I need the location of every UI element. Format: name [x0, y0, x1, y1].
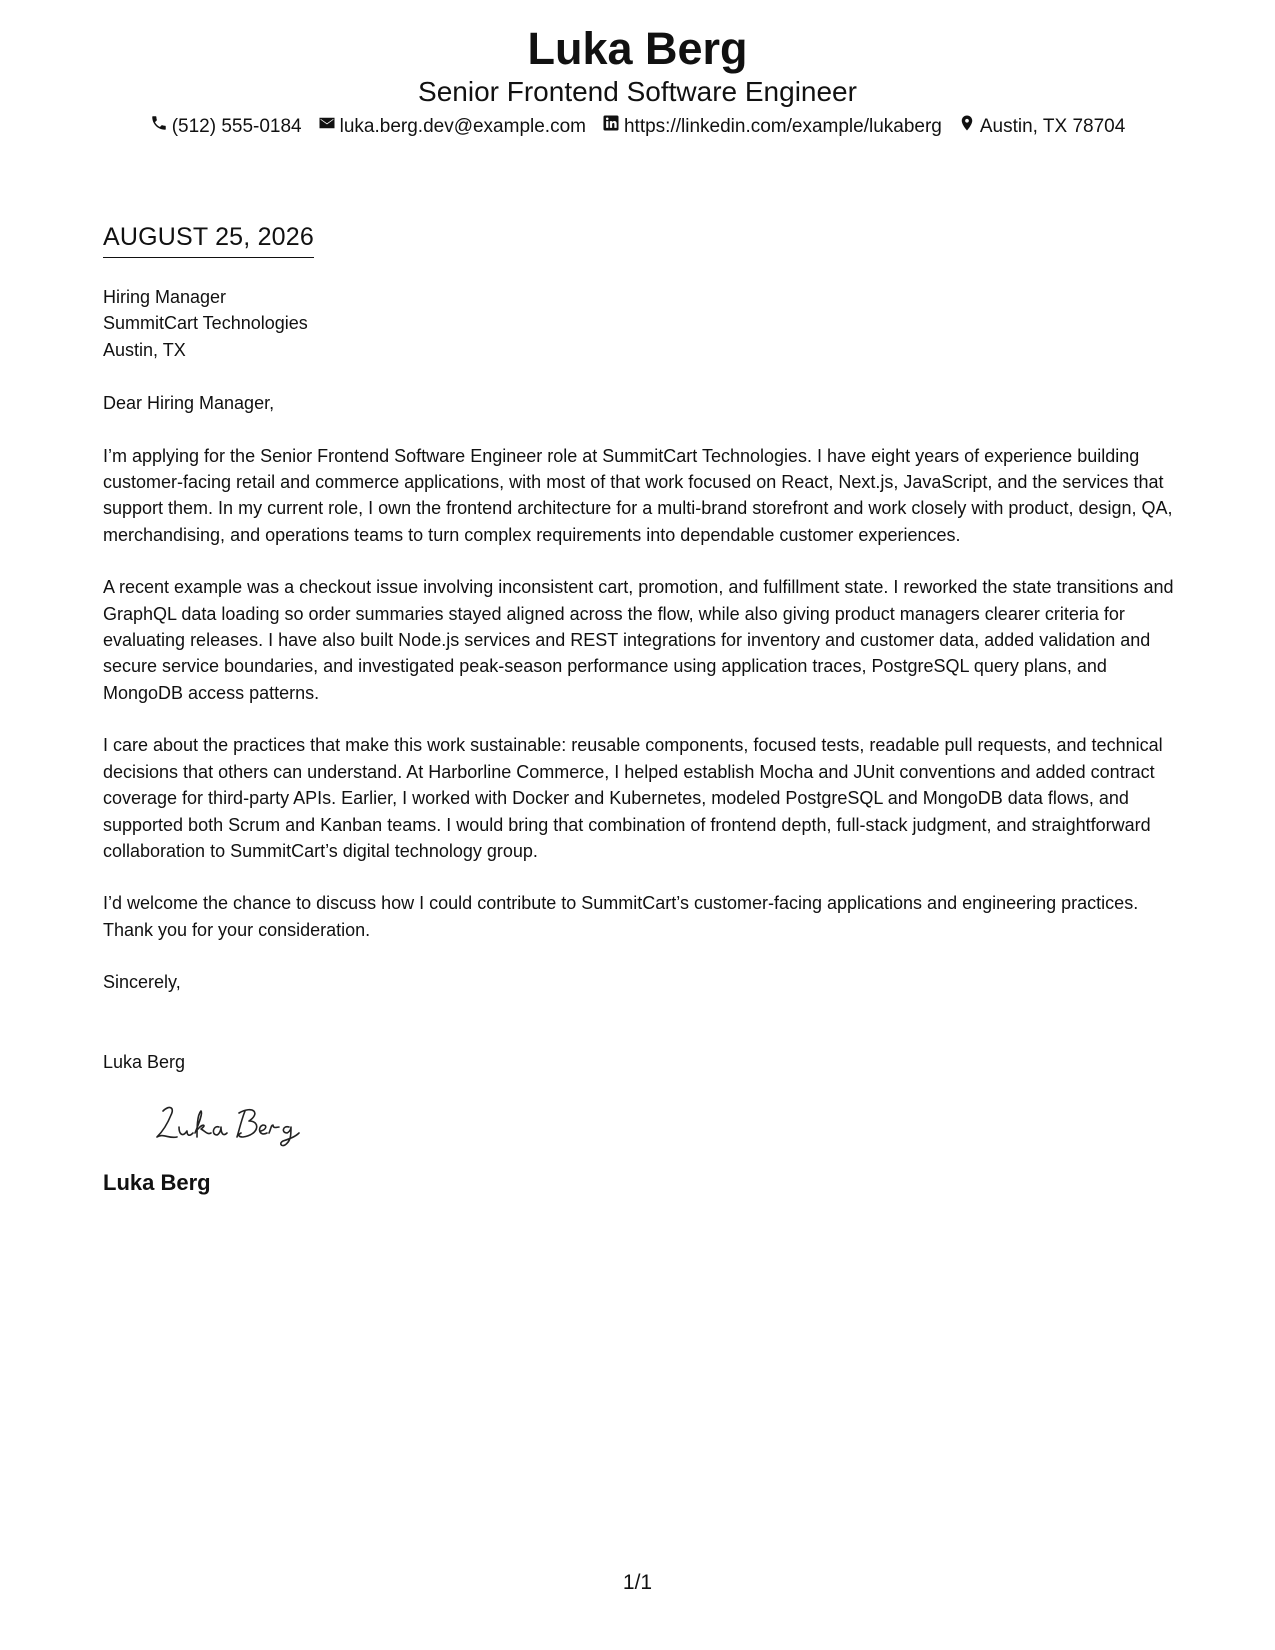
applicant-name: Luka Berg	[527, 23, 748, 74]
contact-linkedin[interactable]	[602, 114, 942, 140]
phone-text: (512) 555-0184	[171, 116, 302, 137]
email-text: luka.berg.dev@example.com	[339, 116, 586, 137]
phone-icon	[150, 114, 172, 140]
map-pin-icon	[958, 114, 980, 140]
letter-date: AUGUST 25, 2026	[103, 222, 314, 258]
letter-body	[103, 284, 1178, 1197]
handwritten-signature	[149, 1099, 319, 1149]
location-text: Austin, TX 78704	[979, 116, 1126, 137]
signer-name: Luka Berg	[103, 1051, 186, 1072]
signer-name-bold: Luka Berg	[103, 1169, 211, 1195]
recipient-line: Austin, TX	[103, 339, 186, 360]
contact-email[interactable]	[318, 114, 586, 140]
linkedin-icon	[602, 114, 624, 140]
envelope-icon	[318, 114, 340, 140]
recipient-line: SummitCart Technologies	[103, 313, 308, 334]
greeting: Dear Hiring Manager,	[103, 393, 275, 414]
body-paragraph: I’d welcome the chance to discuss how I could contribute to SummitCart’s customer-facing applications and engineering practices. Thank you for your consideration.	[103, 893, 1139, 940]
contact-bar	[0, 114, 1275, 140]
body-paragraph: A recent example was a checkout issue involving inconsistent cart, promotion, and fulfillment state. I reworked the state transitions and GraphQL data loading so order summaries stayed aligned across the flow, while also giving product managers clearer criteria for evaluating releases. I have also built Node.js services and REST integrations for inventory and customer data, added validation and secure service boundaries, and investigated peak-season performance using application traces, PostgreSQL query plans, and MongoDB access patterns.	[103, 577, 1174, 703]
closing: Sincerely,	[103, 972, 181, 993]
contact-phone	[150, 114, 302, 140]
body-paragraph: I care about the practices that make this work sustainable: reusable components, focused tests, readable pull requests, and technical decisions that others can understand. At Harborline Commerce, I helped establish Mocha and JUnit conventions and added contract coverage for third-party APIs. Earlier, I worked with Docker and Kubernetes, modeled PostgreSQL and MongoDB data flows, and supported both Scrum and Kanban teams. I would bring that combination of frontend depth, full-stack judgment, and straightforward collaboration to SummitCart’s digital technology group.	[103, 735, 1163, 861]
body-paragraph: I’m applying for the Senior Frontend Software Engineer role at SummitCart Technologies. I have eight years of experience building customer-facing retail and commerce applications, with most of that work focused on React, Next.js, JavaScript, and the services that support them. In my current role, I own the frontend architecture for a multi-brand storefront and work closely with product, design, QA, merchandising, and operations teams to turn complex requirements into dependable customer experiences.	[103, 445, 1173, 545]
page-number: 1/1	[622, 1571, 653, 1594]
applicant-title: Senior Frontend Software Engineer	[418, 76, 857, 107]
recipient-line: Hiring Manager	[103, 287, 227, 307]
contact-location	[958, 114, 1125, 140]
linkedin-text: https://linkedin.com/example/lukaberg	[623, 116, 942, 137]
recipient-block	[103, 284, 1178, 363]
letter-header	[0, 22, 1275, 140]
